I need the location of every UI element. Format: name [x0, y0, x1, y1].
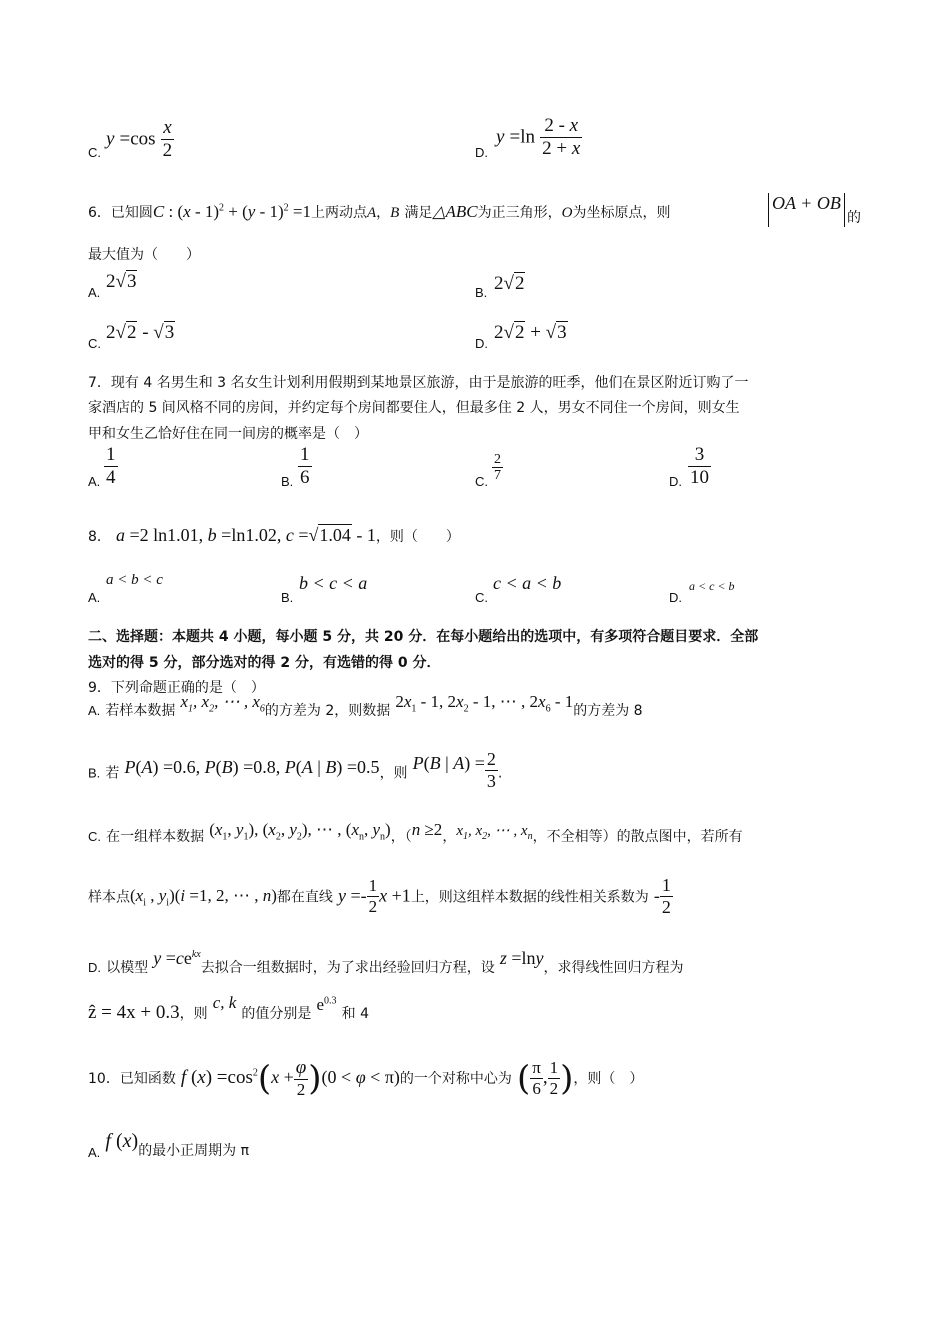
q6-text-de: 的 [847, 210, 861, 226]
q10-option-a: $_{A.}$ f (x)的最小正周期为 π [88, 1130, 250, 1160]
section2-line2: 选对的得 5 分，部分选对的得 2 分，有选错的得 0 分． [88, 655, 441, 671]
q7-line1: 7．现有 4 名男生和 3 名女生计划利用假期到某地景区旅游，由于是旅游的旺季，他们在景区附近订购了一 [88, 375, 749, 391]
q7-option-c-frac: $\frac{2}{7}$ [494, 452, 501, 484]
q7-option-d-frac: $\frac{3}{10}$ [690, 444, 709, 488]
q9-option-d-line2: ẑ = 4x + 0.3，则 c, k 的值分别是 $e^{0.3}$ 和 4 [88, 993, 369, 1023]
q8-option-b-label: B. [281, 590, 294, 605]
q6-vector-norm: OA + OB [768, 193, 845, 227]
q8-option-a-value: a < b < c [106, 572, 163, 588]
q8-stem: 8． a =2 ln1.01, b =ln1.02, c =√1.04 - 1，则（ ） [88, 525, 460, 545]
q9-option-b: B. 若 P(A) =0.6, P(B) =0.8, P(A | B) =0.5，则 P(B | A) = $\frac{2}{3}$ . [88, 749, 503, 791]
q6-option-c-value: 2√2 - √3 [106, 322, 175, 343]
q6-option-a-label: A. [88, 285, 101, 300]
q7-option-c-label: C. [475, 474, 488, 489]
q6-option-a-value: 2√3 [106, 271, 137, 292]
q8-option-b-value: b < c < a [299, 573, 368, 593]
q6-option-d-label: D. [475, 336, 488, 351]
q8-option-c-value: c < a < b [493, 573, 562, 593]
q9-option-c-line2: 样本点($x_i$ , $y_i)(i =1$, 2, ⋯ , n)都在直线 y =- $\frac{1}{2}$ x +1上，则这组样本数据的线性相关系数为 - $\frac{1}{2}$ [88, 875, 671, 917]
q5-option-d-expr: y =ln $\frac{2 - x}{2 + x}$ [496, 115, 581, 159]
q6-stem: 6．已知圆C : (x - 1)$^2$ + (y - 1)$^2$ =1上两动点A，B 满足△ABC为正三角形，O为坐标原点，则 [88, 202, 671, 221]
q7-option-a-frac: $\frac{1}{4}$ [106, 444, 116, 488]
q9-option-a: A. 若样本数据 $x_1$, $x_2$, ⋯ , $x_6$的方差为 2，则数据 $2x_1 - 1$, $2x_2 - 1$, ⋯ , $2x_6 - 1$的方差为 8 [88, 692, 643, 719]
q6-number: 6．已知圆 [88, 205, 153, 221]
q6-option-d-value: 2√2 + √3 [494, 322, 567, 343]
q7-line2: 家酒店的 5 间风格不同的房间，并约定每个房间都要住人，但最多住 2 人，男女不同住一个房间，则女生 [88, 400, 740, 416]
q7-option-a-label: A. [88, 474, 101, 489]
q7-line3: 甲和女生乙恰好住在同一间房的概率是（ ） [88, 426, 368, 442]
q5-option-c-label: C. [88, 145, 101, 160]
q9-stem: 9．下列命题正确的是（ ） [88, 680, 265, 696]
q6-option-b-value: 2√2 [494, 273, 525, 294]
q7-option-b-label: B. [281, 474, 294, 489]
q8-option-d-value: a < c < b [689, 579, 735, 593]
q7-option-b-frac: $\frac{1}{6}$ [300, 444, 310, 488]
q6-line2: 最大值为（ ） [88, 247, 200, 263]
q8-option-a-label: A. [88, 590, 101, 605]
q8-option-c-label: C. [475, 590, 488, 605]
q9-option-d-line1: D. 以模型 $y =ce^{kx}$去拟合一组数据时，为了求出经验回归方程，设 z =lny，求得线性回归方程为 [88, 948, 684, 976]
q6-option-b-label: B. [475, 285, 488, 300]
q5-option-d-label: D. [475, 145, 488, 160]
q6-option-c-label: C. [88, 336, 101, 351]
q9-option-c-line1: C. 在一组样本数据 ($x_1$, $y_1$), ($x_2$, $y_2$), ⋯ , ($x_n$, $y_n$)，（n ≥2，$x_1$, $x_2$, ⋯ , $x_n$，不全相等）的散点图中，若所有 [88, 820, 743, 845]
q10-stem: 10．已知函数 f $(x) =\cos^2(x$ + $\frac{\varphi}{2}$ )(0 < φ < π)的一个对称中心为 ( $\frac{\pi}{6}$ , $\frac{1}{2}$ )，则（ ） [88, 1057, 644, 1099]
q7-option-d-label: D. [669, 474, 682, 489]
section2-line1: 二、选择题：本题共 4 小题，每小题 5 分，共 20 分．在每小题给出的选项中，有多项符合题目要求．全部 [88, 629, 759, 645]
q8-option-d-label: D. [669, 590, 682, 605]
q5-option-c-expr: y =cos $\frac{x}{2}$ [106, 117, 173, 161]
